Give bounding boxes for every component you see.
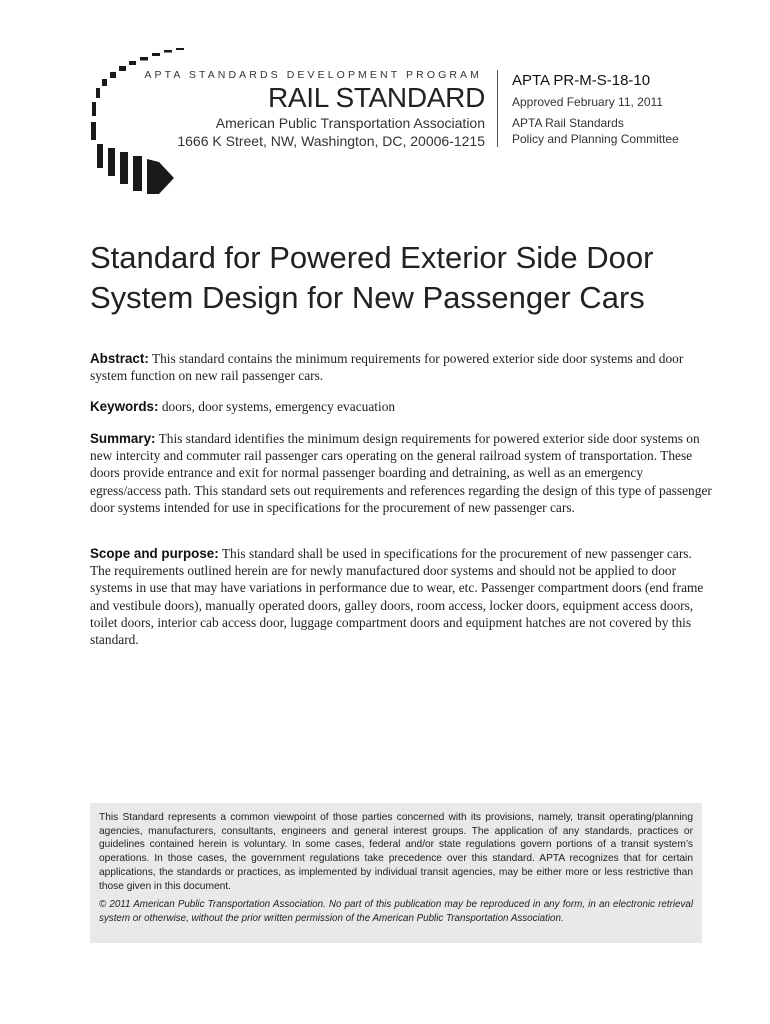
abstract-paragraph — [90, 350, 712, 384]
abstract-label: Abstract: — [90, 351, 149, 366]
summary-label: Summary: — [90, 431, 156, 446]
rail-standard-heading: RAIL STANDARD — [267, 82, 485, 113]
committee-line-2: Policy and Planning Committee — [512, 132, 679, 146]
scope-paragraph — [90, 545, 712, 648]
scope-label: Scope and purpose: — [90, 546, 219, 561]
standard-number: APTA PR-M-S-18-10 — [512, 72, 651, 89]
keywords-text: doors, door systems, emergency evacuation — [161, 399, 396, 414]
disclaimer-text: This Standard represents a common viewpoint of those parties concerned with its provisions, namely, transit operating/planning agencies, manufacturers, consultants, engineers and general interest groups. The application of any standards, practices or guidelines contained herein is voluntary. In some cases, federal and/or state regulations govern portions of a transit system’s operations. In those cases, the government regulations take precedence over this standard. APTA recognizes that for certain applications, the standards or practices, as implemented by individual transit agencies, may be either more or less restrictive than those given in this document. — [99, 812, 693, 892]
apta-logo — [84, 44, 224, 204]
org-address: 1666 K Street, NW, Washington, DC, 20006-1215 — [177, 133, 485, 149]
abstract-text: This standard contains the minimum requirements for powered exterior side door systems and door system function on new rail passenger cars. — [90, 351, 684, 384]
keywords-paragraph — [90, 398, 712, 415]
document-title: Standard for Powered Exterior Side Door System Design for New Passenger Cars — [90, 240, 654, 315]
header-divider — [497, 70, 498, 147]
org-name: American Public Transportation Association — [215, 115, 485, 131]
disclaimer-box — [90, 803, 702, 943]
program-label: APTA STANDARDS DEVELOPMENT PROGRAM — [144, 69, 482, 81]
summary-paragraph — [90, 430, 712, 516]
keywords-label: Keywords: — [90, 399, 159, 414]
scope-text: This standard shall be used in specifications for the procurement of new passenger cars. The requirements outlined herein are for newly manufactured door systems and should not be applied to door systems in use that may have variations in performance due to wear, etc. Passenger compartment doors (end frame and vestibule doors), manually operated doors, galley doors, room access, locker doors, equipment access doors, toilet doors, interior cab access door, luggage compartment doors and equipment hatches are not covered by this standard. — [90, 546, 704, 648]
copyright-notice: © 2011 American Public Transportation Association. No part of this publication may be reproduced in any form, in an electronic retrieval system or otherwise, without the prior written permission of the American Public Transportation Association. — [99, 899, 693, 924]
approval-date: Approved February 11, 2011 — [512, 95, 663, 109]
summary-text: This standard identifies the minimum design requirements for powered exterior side door systems on new intercity and commuter rail passenger cars operating on the general railroad system of transportation. These doors provide entrance and exit for normal passenger boarding and detraining, as well as an emergency egress/access path. This standard sets out requirements and references regarding the design of this type of passenger door systems intended for use in specifications for the procurement of new passenger cars. — [90, 431, 712, 515]
committee-line-1: APTA Rail Standards — [512, 116, 624, 130]
